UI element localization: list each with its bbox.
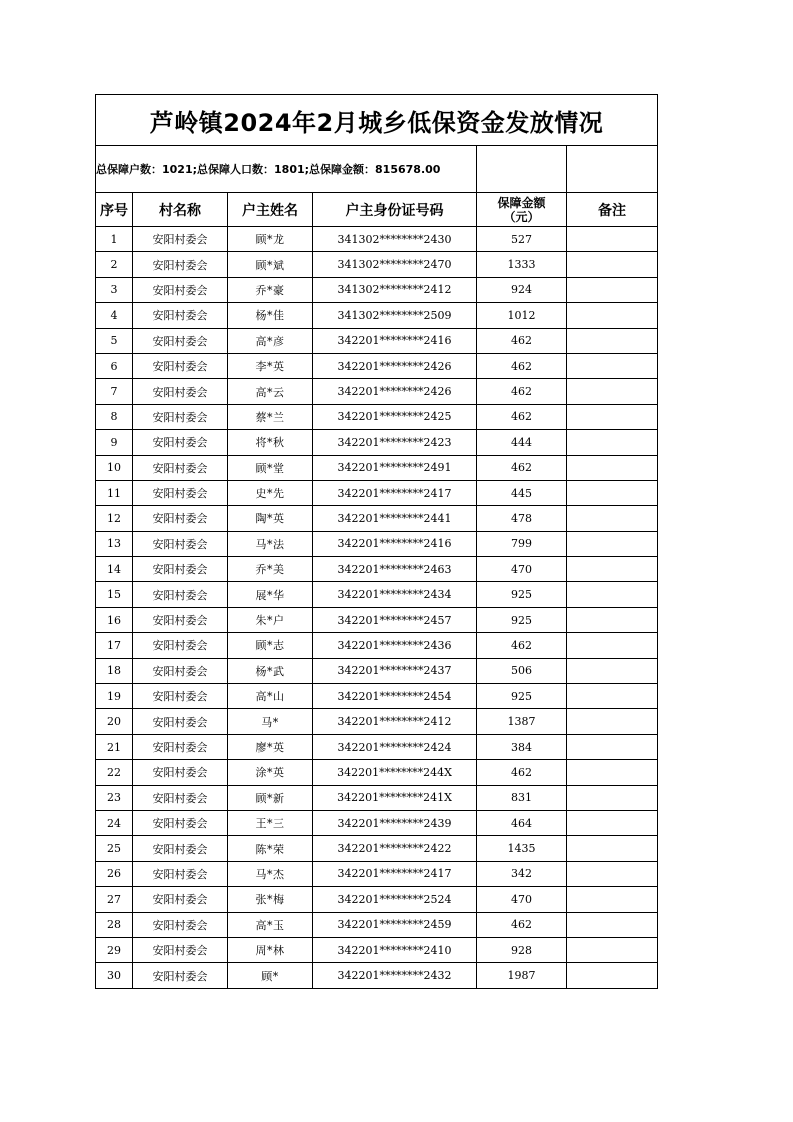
cell-id-number: 342201********2439 xyxy=(313,810,477,835)
table-row xyxy=(96,937,658,962)
cell-remark xyxy=(567,709,658,734)
summary-blank-cell xyxy=(477,146,567,193)
cell-id-number: 342201********2423 xyxy=(313,430,477,455)
cell-head-name: 高*玉 xyxy=(228,912,313,937)
cell-village: 安阳村委会 xyxy=(133,252,228,277)
cell-seq: 22 xyxy=(96,760,133,785)
table-row xyxy=(96,227,658,252)
cell-seq: 24 xyxy=(96,810,133,835)
cell-seq: 5 xyxy=(96,328,133,353)
cell-amount: 506 xyxy=(477,658,567,683)
cell-id-number: 342201********2417 xyxy=(313,861,477,886)
cell-head-name: 高*彦 xyxy=(228,328,313,353)
cell-head-name: 顾*斌 xyxy=(228,252,313,277)
cell-id-number: 342201********2422 xyxy=(313,836,477,861)
cell-amount: 470 xyxy=(477,557,567,582)
cell-remark xyxy=(567,861,658,886)
cell-remark xyxy=(567,684,658,709)
cell-id-number: 342201********2432 xyxy=(313,963,477,988)
cell-remark xyxy=(567,303,658,328)
cell-amount: 462 xyxy=(477,353,567,378)
cell-village: 安阳村委会 xyxy=(133,430,228,455)
table-row xyxy=(96,963,658,988)
header-amount xyxy=(477,193,567,227)
cell-village: 安阳村委会 xyxy=(133,912,228,937)
cell-village: 安阳村委会 xyxy=(133,734,228,759)
cell-seq: 12 xyxy=(96,506,133,531)
cell-head-name: 朱*户 xyxy=(228,607,313,632)
cell-id-number: 342201********241X xyxy=(313,785,477,810)
cell-id-number: 342201********2426 xyxy=(313,379,477,404)
cell-id-number: 342201********2463 xyxy=(313,557,477,582)
cell-seq: 15 xyxy=(96,582,133,607)
cell-remark xyxy=(567,430,658,455)
summary-blank-cell xyxy=(567,146,658,193)
cell-head-name: 高*云 xyxy=(228,379,313,404)
summary-text: 总保障户数：1021;总保障人口数：1801;总保障金额：815678.00 xyxy=(96,146,477,193)
cell-head-name: 高*山 xyxy=(228,684,313,709)
cell-village: 安阳村委会 xyxy=(133,810,228,835)
cell-amount: 342 xyxy=(477,861,567,886)
cell-village: 安阳村委会 xyxy=(133,684,228,709)
cell-head-name: 陈*荣 xyxy=(228,836,313,861)
cell-id-number: 342201********2524 xyxy=(313,887,477,912)
table-row xyxy=(96,760,658,785)
cell-head-name: 李*英 xyxy=(228,353,313,378)
cell-amount: 462 xyxy=(477,404,567,429)
cell-seq: 20 xyxy=(96,709,133,734)
table-row xyxy=(96,506,658,531)
cell-remark xyxy=(567,277,658,302)
cell-remark xyxy=(567,455,658,480)
cell-remark xyxy=(567,810,658,835)
table-row xyxy=(96,709,658,734)
cell-village: 安阳村委会 xyxy=(133,709,228,734)
cell-amount: 384 xyxy=(477,734,567,759)
cell-village: 安阳村委会 xyxy=(133,582,228,607)
table-row xyxy=(96,480,658,505)
header-amount-line1: 保障金额 xyxy=(497,195,546,210)
table-row xyxy=(96,252,658,277)
cell-seq: 21 xyxy=(96,734,133,759)
cell-seq: 29 xyxy=(96,937,133,962)
cell-village: 安阳村委会 xyxy=(133,379,228,404)
cell-village: 安阳村委会 xyxy=(133,277,228,302)
cell-id-number: 341302********2430 xyxy=(313,227,477,252)
cell-id-number: 342201********2416 xyxy=(313,531,477,556)
cell-village: 安阳村委会 xyxy=(133,658,228,683)
cell-head-name: 展*华 xyxy=(228,582,313,607)
header-id-number: 户主身份证号码 xyxy=(313,193,477,227)
cell-head-name: 将*秋 xyxy=(228,430,313,455)
header-village: 村名称 xyxy=(133,193,228,227)
cell-remark xyxy=(567,379,658,404)
cell-amount: 1012 xyxy=(477,303,567,328)
cell-head-name: 马* xyxy=(228,709,313,734)
cell-head-name: 史*先 xyxy=(228,480,313,505)
cell-head-name: 陶*英 xyxy=(228,506,313,531)
cell-village: 安阳村委会 xyxy=(133,455,228,480)
cell-seq: 11 xyxy=(96,480,133,505)
cell-seq: 14 xyxy=(96,557,133,582)
allowance-sheet xyxy=(95,94,657,989)
cell-remark xyxy=(567,734,658,759)
table-row xyxy=(96,582,658,607)
cell-head-name: 顾*志 xyxy=(228,633,313,658)
cell-id-number: 342201********2454 xyxy=(313,684,477,709)
table-row xyxy=(96,658,658,683)
cell-amount: 462 xyxy=(477,760,567,785)
cell-village: 安阳村委会 xyxy=(133,785,228,810)
cell-id-number: 342201********2441 xyxy=(313,506,477,531)
cell-amount: 924 xyxy=(477,277,567,302)
cell-remark xyxy=(567,506,658,531)
cell-id-number: 341302********2470 xyxy=(313,252,477,277)
cell-village: 安阳村委会 xyxy=(133,506,228,531)
cell-seq: 7 xyxy=(96,379,133,404)
cell-remark xyxy=(567,607,658,632)
cell-village: 安阳村委会 xyxy=(133,937,228,962)
table-row xyxy=(96,633,658,658)
cell-seq: 30 xyxy=(96,963,133,988)
cell-amount: 925 xyxy=(477,582,567,607)
cell-id-number: 342201********2416 xyxy=(313,328,477,353)
cell-id-number: 342201********2437 xyxy=(313,658,477,683)
cell-village: 安阳村委会 xyxy=(133,328,228,353)
allowance-table xyxy=(95,94,658,989)
cell-amount: 1387 xyxy=(477,709,567,734)
cell-head-name: 周*林 xyxy=(228,937,313,962)
cell-remark xyxy=(567,557,658,582)
cell-seq: 27 xyxy=(96,887,133,912)
cell-id-number: 342201********2457 xyxy=(313,607,477,632)
cell-seq: 2 xyxy=(96,252,133,277)
table-row xyxy=(96,887,658,912)
cell-seq: 23 xyxy=(96,785,133,810)
cell-seq: 17 xyxy=(96,633,133,658)
cell-id-number: 342201********2412 xyxy=(313,709,477,734)
table-row xyxy=(96,430,658,455)
cell-village: 安阳村委会 xyxy=(133,557,228,582)
cell-seq: 10 xyxy=(96,455,133,480)
cell-head-name: 乔*豪 xyxy=(228,277,313,302)
cell-seq: 26 xyxy=(96,861,133,886)
cell-remark xyxy=(567,836,658,861)
cell-head-name: 顾*堂 xyxy=(228,455,313,480)
cell-village: 安阳村委会 xyxy=(133,633,228,658)
cell-seq: 3 xyxy=(96,277,133,302)
cell-remark xyxy=(567,480,658,505)
cell-id-number: 342201********2425 xyxy=(313,404,477,429)
cell-remark xyxy=(567,252,658,277)
cell-head-name: 马*杰 xyxy=(228,861,313,886)
cell-seq: 16 xyxy=(96,607,133,632)
table-row xyxy=(96,557,658,582)
cell-id-number: 342201********2491 xyxy=(313,455,477,480)
cell-id-number: 342201********2426 xyxy=(313,353,477,378)
header-row xyxy=(96,193,658,227)
cell-amount: 799 xyxy=(477,531,567,556)
header-remark: 备注 xyxy=(567,193,658,227)
table-row xyxy=(96,328,658,353)
cell-remark xyxy=(567,227,658,252)
table-row xyxy=(96,303,658,328)
cell-remark xyxy=(567,404,658,429)
cell-seq: 9 xyxy=(96,430,133,455)
cell-amount: 478 xyxy=(477,506,567,531)
cell-village: 安阳村委会 xyxy=(133,531,228,556)
cell-remark xyxy=(567,937,658,962)
cell-head-name: 张*梅 xyxy=(228,887,313,912)
cell-amount: 462 xyxy=(477,633,567,658)
table-row xyxy=(96,404,658,429)
cell-village: 安阳村委会 xyxy=(133,861,228,886)
cell-village: 安阳村委会 xyxy=(133,607,228,632)
cell-id-number: 342201********2424 xyxy=(313,734,477,759)
table-row xyxy=(96,607,658,632)
cell-amount: 444 xyxy=(477,430,567,455)
cell-remark xyxy=(567,760,658,785)
cell-village: 安阳村委会 xyxy=(133,963,228,988)
page-title: 芦岭镇2024年2月城乡低保资金发放情况 xyxy=(96,95,658,146)
table-row xyxy=(96,861,658,886)
table-row xyxy=(96,455,658,480)
table-row xyxy=(96,810,658,835)
cell-head-name: 王*三 xyxy=(228,810,313,835)
cell-seq: 25 xyxy=(96,836,133,861)
cell-id-number: 342201********2434 xyxy=(313,582,477,607)
cell-remark xyxy=(567,887,658,912)
table-row xyxy=(96,785,658,810)
table-row xyxy=(96,531,658,556)
cell-amount: 462 xyxy=(477,379,567,404)
cell-head-name: 廖*英 xyxy=(228,734,313,759)
cell-seq: 1 xyxy=(96,227,133,252)
cell-amount: 1435 xyxy=(477,836,567,861)
cell-seq: 8 xyxy=(96,404,133,429)
cell-village: 安阳村委会 xyxy=(133,404,228,429)
cell-village: 安阳村委会 xyxy=(133,353,228,378)
cell-amount: 527 xyxy=(477,227,567,252)
cell-village: 安阳村委会 xyxy=(133,760,228,785)
cell-head-name: 杨*武 xyxy=(228,658,313,683)
cell-remark xyxy=(567,328,658,353)
cell-seq: 28 xyxy=(96,912,133,937)
table-row xyxy=(96,912,658,937)
cell-head-name: 涂*英 xyxy=(228,760,313,785)
header-head-name: 户主姓名 xyxy=(228,193,313,227)
cell-head-name: 杨*佳 xyxy=(228,303,313,328)
cell-remark xyxy=(567,353,658,378)
cell-id-number: 342201********2459 xyxy=(313,912,477,937)
cell-village: 安阳村委会 xyxy=(133,887,228,912)
table-row xyxy=(96,353,658,378)
table-row xyxy=(96,836,658,861)
cell-amount: 445 xyxy=(477,480,567,505)
cell-amount: 462 xyxy=(477,455,567,480)
cell-id-number: 341302********2509 xyxy=(313,303,477,328)
cell-remark xyxy=(567,531,658,556)
table-row xyxy=(96,684,658,709)
cell-village: 安阳村委会 xyxy=(133,836,228,861)
cell-id-number: 342201********2410 xyxy=(313,937,477,962)
cell-amount: 831 xyxy=(477,785,567,810)
table-row xyxy=(96,277,658,302)
cell-id-number: 342201********2417 xyxy=(313,480,477,505)
cell-remark xyxy=(567,785,658,810)
cell-head-name: 顾*龙 xyxy=(228,227,313,252)
table-row xyxy=(96,379,658,404)
header-amount-line2: （元） xyxy=(503,209,540,224)
header-seq: 序号 xyxy=(96,193,133,227)
cell-village: 安阳村委会 xyxy=(133,303,228,328)
cell-amount: 1987 xyxy=(477,963,567,988)
cell-remark xyxy=(567,633,658,658)
cell-amount: 464 xyxy=(477,810,567,835)
cell-seq: 6 xyxy=(96,353,133,378)
cell-head-name: 顾*新 xyxy=(228,785,313,810)
cell-remark xyxy=(567,582,658,607)
cell-remark xyxy=(567,963,658,988)
cell-head-name: 顾* xyxy=(228,963,313,988)
cell-head-name: 蔡*兰 xyxy=(228,404,313,429)
cell-remark xyxy=(567,658,658,683)
cell-head-name: 马*法 xyxy=(228,531,313,556)
cell-head-name: 乔*美 xyxy=(228,557,313,582)
cell-village: 安阳村委会 xyxy=(133,227,228,252)
cell-id-number: 342201********2436 xyxy=(313,633,477,658)
cell-id-number: 341302********2412 xyxy=(313,277,477,302)
table-row xyxy=(96,734,658,759)
cell-amount: 928 xyxy=(477,937,567,962)
cell-remark xyxy=(567,912,658,937)
cell-amount: 462 xyxy=(477,328,567,353)
cell-seq: 13 xyxy=(96,531,133,556)
cell-amount: 925 xyxy=(477,607,567,632)
cell-id-number: 342201********244X xyxy=(313,760,477,785)
cell-seq: 19 xyxy=(96,684,133,709)
cell-village: 安阳村委会 xyxy=(133,480,228,505)
cell-seq: 4 xyxy=(96,303,133,328)
cell-amount: 462 xyxy=(477,912,567,937)
cell-seq: 18 xyxy=(96,658,133,683)
cell-amount: 925 xyxy=(477,684,567,709)
cell-amount: 1333 xyxy=(477,252,567,277)
cell-amount: 470 xyxy=(477,887,567,912)
